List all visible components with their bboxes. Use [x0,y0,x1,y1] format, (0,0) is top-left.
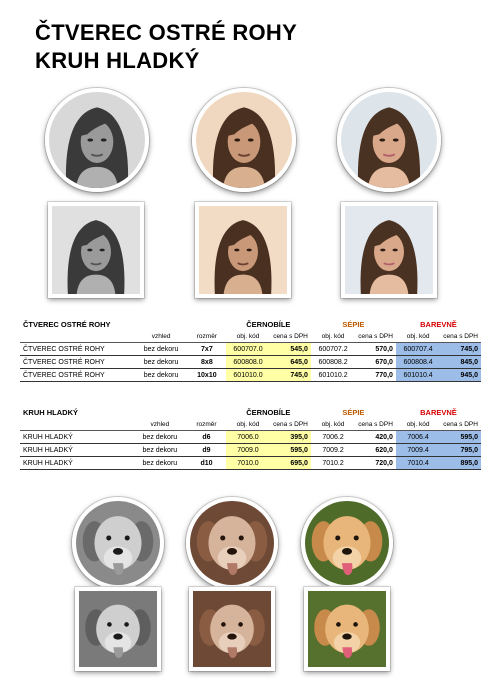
ba-cena: 945,0 [440,369,481,382]
row-rozmer: 8x8 [188,356,226,369]
row-rozmer: d9 [187,444,226,457]
row-vzhled: bez dekoru [134,369,188,382]
se-cena: 620,0 [355,444,396,457]
ba-cena: 745,0 [440,343,481,356]
woman-circle-sepia-photo [192,88,296,192]
col-ba-kod-header: obj. kód [396,418,440,431]
kruh-section-title: KRUH HLADKÝ [23,407,78,417]
table-row [20,431,481,444]
barevne-heading: BAREVNĚ [420,319,457,329]
se-kod: 7010.2 [311,457,355,470]
dog-circle-sepia-photo [186,497,278,589]
ba-kod: 600707.4 [396,343,440,356]
row-vzhled: bez dekoru [134,343,188,356]
ctverec-price-table [20,318,481,382]
dog-square-sepia-photo [189,587,275,671]
se-cena: 420,0 [355,431,396,444]
dog-square-color-photo [304,587,390,671]
page-title-line-2: KRUH HLADKÝ [35,48,200,73]
se-kod: 7006.2 [311,431,355,444]
row-rozmer: d6 [187,431,226,444]
ba-kod: 601010.4 [396,369,440,382]
cb-cena: 395,0 [270,431,311,444]
ba-cena: 845,0 [440,356,481,369]
ctverec-section-title: ČTVEREC OSTRÉ ROHY [23,319,111,329]
row-name: KRUH HLADKÝ [20,431,133,444]
cb-kod: 600808.0 [226,356,270,369]
col-rozmer-header: rozměr [188,330,226,343]
woman-circle-color-photo [337,88,441,192]
ba-kod: 600808.4 [396,356,440,369]
col-cb-cena-header: cena s DPH [270,330,311,343]
col-se-kod-header: obj. kód [311,330,355,343]
cb-kod: 7009.0 [226,444,270,457]
cernobile-heading: ČERNOBÍLE [246,407,291,417]
se-cena: 770,0 [355,369,396,382]
table-row [20,369,481,382]
se-kod: 7009.2 [311,444,355,457]
cb-cena: 645,0 [270,356,311,369]
row-rozmer: 7x7 [188,343,226,356]
ba-cena: 895,0 [440,457,481,470]
col-cb-kod-header: obj. kód [226,418,270,431]
kruh-price-table [20,406,481,470]
col-cb-cena-header: cena s DPH [270,418,311,431]
cb-kod: 7010.0 [226,457,270,470]
ba-kod: 7006.4 [396,431,440,444]
se-kod: 600707.2 [311,343,355,356]
ba-cena: 795,0 [440,444,481,457]
se-cena: 720,0 [355,457,396,470]
row-vzhled: bez dekoru [133,457,188,470]
col-cb-kod-header: obj. kód [226,330,270,343]
row-name: ČTVEREC OSTRÉ ROHY [20,369,134,382]
col-ba-cena-header: cena s DPH [440,330,481,343]
se-cena: 670,0 [355,356,396,369]
row-rozmer: 10x10 [188,369,226,382]
woman-square-sepia-photo [195,202,291,298]
row-vzhled: bez dekoru [134,356,188,369]
row-vzhled: bez dekoru [133,431,188,444]
row-name: KRUH HLADKÝ [20,457,133,470]
woman-circle-bw-photo [45,88,149,192]
row-vzhled: bez dekoru [133,444,188,457]
dog-circle-bw-photo [72,497,164,589]
col-ba-kod-header: obj. kód [396,330,440,343]
row-name: ČTVEREC OSTRÉ ROHY [20,356,134,369]
ba-cena: 595,0 [440,431,481,444]
row-name: KRUH HLADKÝ [20,444,133,457]
cb-kod: 601010.0 [226,369,270,382]
table-row [20,457,481,470]
dog-circle-color-photo [301,497,393,589]
col-se-cena-header: cena s DPH [355,330,396,343]
se-kod: 601010.2 [311,369,355,382]
row-rozmer: d10 [187,457,226,470]
col-se-kod-header: obj. kód [311,418,355,431]
col-ba-cena-header: cena s DPH [440,418,481,431]
page-title-line-1: ČTVEREC OSTRÉ ROHY [35,20,298,45]
table-row [20,444,481,457]
cb-kod: 7006.0 [226,431,270,444]
col-vzhled-header: vzhled [133,418,188,431]
sepie-heading: SÉPIE [342,407,365,417]
col-se-cena-header: cena s DPH [355,418,396,431]
table-row [20,343,481,356]
row-name: ČTVEREC OSTRÉ ROHY [20,343,134,356]
cb-cena: 595,0 [270,444,311,457]
table-row [20,356,481,369]
dog-square-bw-photo [75,587,161,671]
woman-square-color-photo [341,202,437,298]
se-kod: 600808.2 [311,356,355,369]
cernobile-heading: ČERNOBÍLE [246,319,291,329]
ba-kod: 7009.4 [396,444,440,457]
col-vzhled-header: vzhled [134,330,188,343]
cb-kod: 600707.0 [226,343,270,356]
barevne-heading: BAREVNĚ [420,407,457,417]
cb-cena: 545,0 [270,343,311,356]
sepie-heading: SÉPIE [342,319,365,329]
se-cena: 570,0 [355,343,396,356]
cb-cena: 695,0 [270,457,311,470]
ba-kod: 7010.4 [396,457,440,470]
cb-cena: 745,0 [270,369,311,382]
woman-square-bw-photo [48,202,144,298]
col-rozmer-header: rozměr [187,418,226,431]
